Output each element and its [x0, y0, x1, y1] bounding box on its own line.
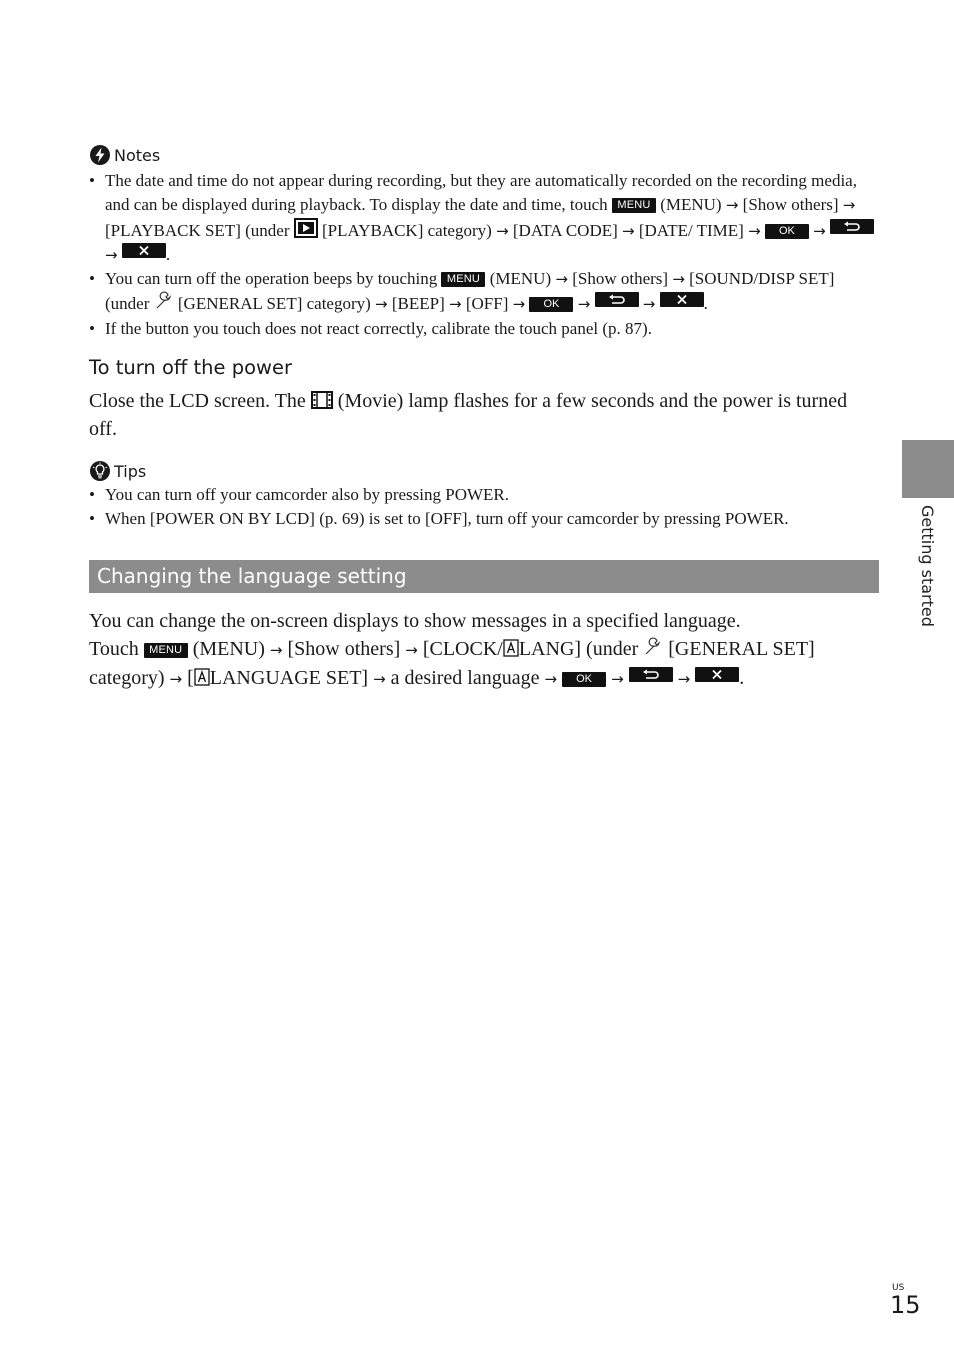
arrow-icon: → — [269, 641, 283, 659]
language-icon — [194, 668, 210, 686]
arrow-icon: → — [748, 221, 761, 240]
menu-badge: MENU — [144, 643, 188, 658]
close-badge — [660, 292, 704, 307]
ok-badge: OK — [765, 224, 809, 239]
section-title: Changing the language setting — [89, 560, 879, 593]
side-tab-marker — [902, 440, 954, 498]
list-item: • You can turn off the operation beeps by touching MENU (MENU) → [Show others] → [SOUND/DISP SET] (under [GENERAL SET] category) → [BEEP] → [OFF] → OK → → . — [89, 267, 879, 317]
page-number: 15 — [890, 1291, 921, 1319]
notes-icon — [89, 144, 111, 166]
arrow-icon: → — [842, 196, 856, 215]
arrow-icon: → — [544, 670, 558, 688]
arrow-icon: → — [512, 295, 526, 314]
tips-heading — [89, 460, 146, 482]
back-icon — [830, 219, 874, 234]
close-badge — [122, 243, 166, 258]
menu-badge: MENU — [441, 272, 485, 287]
wrench-icon — [643, 637, 663, 657]
language-intro: You can change the on-screen displays to show messages in a specified language. — [89, 610, 741, 632]
wrench-icon — [154, 291, 174, 311]
page-region-label: US — [892, 1283, 905, 1293]
close-icon — [695, 667, 739, 682]
back-badge — [830, 219, 874, 234]
arrow-icon: → — [611, 670, 624, 688]
notes-heading — [89, 144, 160, 166]
arrow-icon: → — [169, 670, 183, 688]
list-item: • If the button you touch does not react correctly, calibrate the touch panel (p. 87). — [89, 317, 879, 341]
back-badge — [595, 292, 639, 307]
language-paragraph: You can change the on-screen displays to show messages in a specified language. Touch MENU (MENU) → [Show others] → [CLOCK/ LANG] (under [GENERAL SET] category) → [ LANGUAGE SET] → a desired language → OK → → . — [89, 607, 879, 693]
movie-icon — [311, 391, 333, 409]
list-item: • When [POWER ON BY LCD] (p. 69) is set to [OFF], turn off your camcorder by pressing POWER. — [89, 507, 879, 531]
side-tab-label: Getting started — [918, 505, 937, 627]
arrow-icon: → — [577, 295, 591, 314]
back-icon — [595, 292, 639, 307]
lightbulb-icon — [89, 460, 111, 482]
arrow-icon: → — [813, 221, 826, 240]
arrow-icon: → — [622, 221, 635, 240]
arrow-icon: → — [672, 270, 685, 289]
notes-list — [89, 169, 879, 341]
close-badge — [695, 667, 739, 682]
list-item: • You can turn off your camcorder also by pressing POWER. — [89, 483, 879, 507]
menu-badge: MENU — [612, 198, 656, 213]
tips-title: Tips — [114, 461, 147, 481]
ok-badge: OK — [562, 672, 606, 687]
close-icon — [122, 243, 166, 258]
list-item: • The date and time do not appear during recording, but they are automatically recorded on the recording media, and can be displayed during playback. To display the date and time, touch MENU (MENU) → [Show others] → [PLAYBACK SET] (under [PLAYBACK] category) → [DATA CODE] → [DATE/ TIME] → OK → → . — [89, 169, 879, 267]
arrow-icon: → — [642, 295, 656, 314]
back-icon — [629, 667, 673, 682]
language-icon — [503, 639, 519, 657]
arrow-icon: → — [375, 295, 388, 314]
arrow-icon: → — [496, 221, 509, 240]
close-icon — [660, 292, 704, 307]
arrow-icon: → — [555, 270, 568, 289]
arrow-icon: → — [677, 670, 691, 688]
arrow-icon: → — [449, 295, 462, 314]
arrow-icon: → — [105, 245, 118, 264]
tips-list — [89, 483, 879, 532]
ok-badge: OK — [529, 297, 573, 312]
arrow-icon: → — [725, 196, 739, 215]
power-paragraph: Close the LCD screen. The (Movie) lamp flashes for a few seconds and the power is turned off. — [89, 390, 848, 440]
playback-icon — [294, 218, 318, 238]
notes-title: Notes — [114, 145, 161, 165]
back-badge — [629, 667, 673, 682]
power-heading: To turn off the power — [89, 356, 292, 379]
arrow-icon: → — [373, 670, 386, 688]
arrow-icon: → — [405, 641, 418, 659]
